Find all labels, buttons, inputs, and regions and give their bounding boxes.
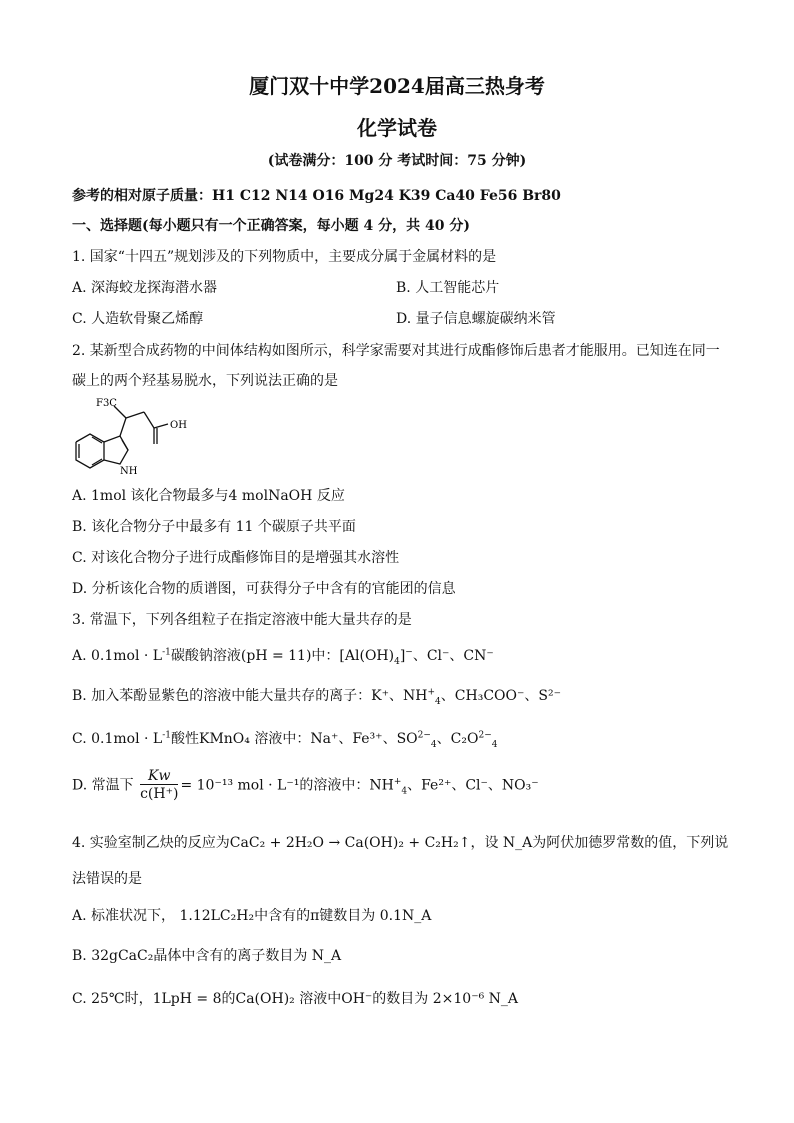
q3-d-pre: D. 常温下	[72, 777, 134, 794]
q4-option-c: C. 25℃时，1LpH = 8的Ca(OH)₂ 溶液中OH⁻的数目为 2×10⁻⁶ N_A	[72, 991, 519, 1007]
cf3-label: F3C	[96, 398, 117, 409]
q3-a-charge: −	[405, 647, 413, 658]
q3-d-post: 、Fe²⁺、Cl⁻、NO₃⁻	[407, 777, 539, 794]
q2-option-a: A. 1mol 该化合物最多与4 molNaOH 反应	[72, 488, 345, 504]
q2-option-d: D. 分析该化合物的质谱图，可获得分子中含有的官能团的信息	[72, 581, 456, 597]
q3-option-a: A. $0.1mol \cdot L^{-1}$碳酸钠溶液(pH = 11)中：$[Al(OH)_4]^-$、Cl⁻、CN⁻	[72, 647, 494, 667]
exam-title: 厦门双十中学2024届高三热身考	[249, 74, 545, 98]
q3-stem: 3. 常温下，下列各组粒子在指定溶液中能大量共存的是	[72, 612, 412, 628]
q3-c-sup3: 2−	[478, 730, 492, 741]
q1-stem: 1. 国家“十四五”规划涉及的下列物质中，主要成分属于金属材料的是	[72, 249, 497, 265]
q1-option-b: B. 人工智能芯片	[396, 280, 500, 296]
q3-a-post: 、Cl⁻、CN⁻	[412, 648, 494, 664]
q3-a-sup: -1	[162, 647, 171, 658]
kw-denominator: c(H⁺)	[140, 786, 179, 802]
q3-d-mid: = 10⁻¹³ mol · L⁻¹的溶液中：NH	[180, 777, 394, 794]
q3-option-c	[72, 728, 497, 750]
q1-option-c: C. 人造软骨聚乙烯醇	[72, 311, 204, 327]
q3-option-d	[72, 768, 539, 803]
q3-c-sup2: 2−	[417, 730, 431, 741]
q3-b-post: 、CH₃COO⁻、S²⁻	[440, 688, 561, 704]
q4-stem-2: 法错误的是	[72, 871, 142, 887]
q3-c-sub: 4	[430, 739, 437, 750]
q3-b-pre: B. 加入苯酚显紫色的溶液中能大量共存的离子：K⁺、NH	[72, 688, 428, 704]
q3-a-sub: 4	[394, 656, 400, 667]
q4-option-a: A. 标准状况下， 1.12LC₂H₂中含有的π键数目为 0.1N_A	[72, 908, 432, 924]
section-heading: 一、选择题(每小题只有一个正确答案，每小题 4 分，共 40 分)	[72, 218, 470, 234]
q2-option-b: B. 该化合物分子中最多有 11 个碳原子共平面	[72, 519, 356, 535]
molecule-structure	[68, 390, 198, 478]
q3-c-sup: -1	[162, 730, 171, 741]
q3-c-pre: C. 0.1mol · L	[72, 731, 163, 747]
exam-subtitle: 化学试卷	[357, 116, 437, 140]
kw-numerator: Kw	[140, 768, 178, 785]
q4-option-b: B. 32gCaC₂晶体中含有的离子数目为 N_A	[72, 948, 342, 964]
q3-a-mid: 碳酸钠溶液(pH = 11)中：[Al(OH)	[170, 648, 395, 664]
nh-label: NH	[120, 466, 138, 477]
kw-fraction	[140, 768, 178, 803]
q1-option-a: A. 深海蛟龙探海潜水器	[72, 280, 218, 296]
q3-d-sup: +	[393, 776, 402, 787]
q3-b-sub: 4	[435, 696, 441, 707]
q3-b-sup: +	[427, 687, 436, 698]
q2-stem-1: 2. 某新型合成药物的中间体结构如图所示，科学家需要对其进行成酯修饰后患者才能服用。已知连在同一	[72, 343, 720, 359]
q4-stem-1: 4. 实验室制乙炔的反应为CaC₂ + 2H₂O → Ca(OH)₂ + C₂H₂↑，设 N_A为阿伏加德罗常数的值，下列说	[72, 835, 729, 851]
oh-label: OH	[170, 420, 187, 431]
q3-c-sub2: 4	[491, 739, 498, 750]
atomic-masses: 参考的相对原子质量：H1 C12 N14 O16 Mg24 K39 Ca40 Fe56 Br80	[72, 188, 561, 204]
q3-d-sub: 4	[401, 786, 408, 797]
q2-stem-2: 碳上的两个羟基易脱水，下列说法正确的是	[72, 373, 338, 389]
q2-option-c: C. 对该化合物分子进行成酯修饰目的是增强其水溶性	[72, 550, 400, 566]
exam-info: (试卷满分：100 分 考试时间：75 分钟)	[267, 153, 527, 169]
q3-a-pre: A. 0.1mol · L	[72, 648, 163, 664]
q3-c-mid: 酸性KMnO₄ 溶液中：Na⁺、Fe³⁺、SO	[171, 731, 418, 747]
q3-c-post: 、C₂O	[436, 731, 479, 747]
q1-option-d: D. 量子信息螺旋碳纳米管	[396, 311, 556, 327]
q3-option-b	[72, 685, 561, 707]
